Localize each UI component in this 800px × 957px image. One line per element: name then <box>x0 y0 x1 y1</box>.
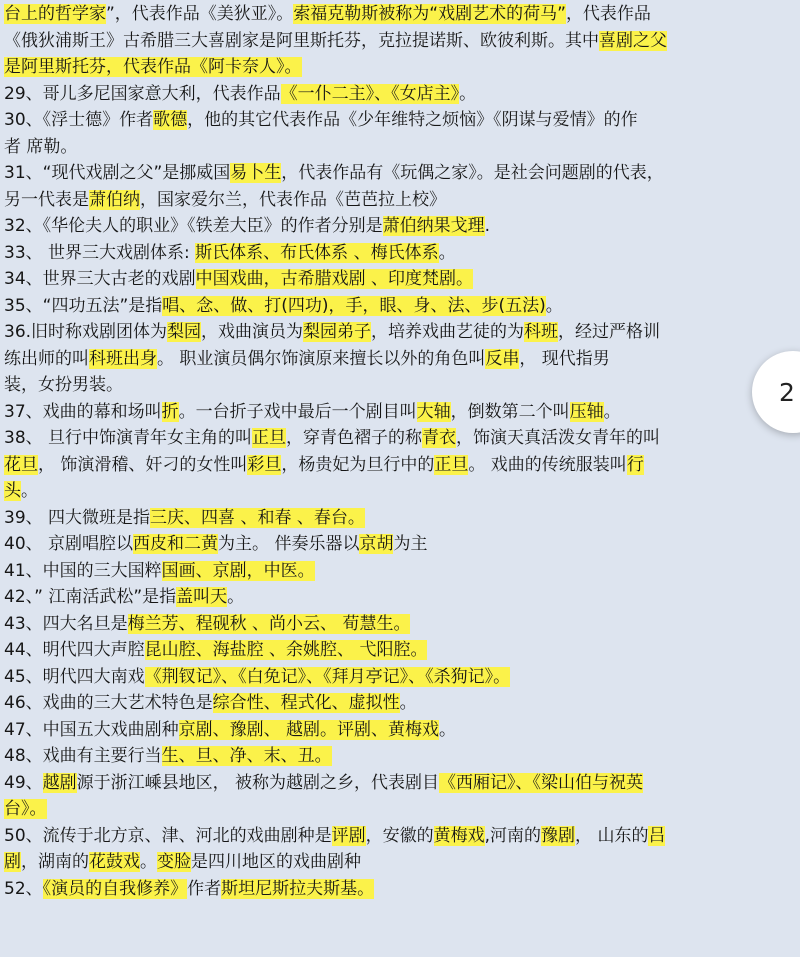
highlighted-text: 昆山腔、海盐腔 、余姚腔、 弋阳腔。 <box>144 640 428 660</box>
text-segment: ，他的其它代表作品《少年维特之烦恼》《阴谋与爱情》的作 <box>187 110 638 130</box>
text-segment: 者 席勒。 <box>4 136 78 157</box>
text-segment: 。 <box>439 719 457 740</box>
highlighted-text: 索福克勒斯被称为“戏剧艺术的荷马” <box>293 4 566 24</box>
text-line <box>4 372 796 399</box>
text-segment: 《俄狄浦斯王》古希腊三大喜剧家是阿里斯托芬，克拉提诺斯、欧彼利斯。其中 <box>4 30 599 51</box>
highlighted-text: 台上的哲学家 <box>4 4 106 24</box>
text-segment: 44、明代四大声腔 <box>4 640 145 660</box>
highlighted-text: 吕 <box>648 825 666 846</box>
text-segment: 。 <box>140 852 157 872</box>
text-segment: ，培养戏曲艺徒的为 <box>371 322 525 342</box>
text-segment: 46、戏曲的三大艺术特色是 <box>4 693 213 713</box>
text-segment: ，倒数第二个叫 <box>450 401 570 422</box>
highlighted-text: 青衣 <box>422 428 457 448</box>
text-segment: ，经过严格训 <box>558 322 661 342</box>
highlighted-text: 黄梅戏 <box>433 825 485 846</box>
text-segment: 装，女扮男装。 <box>4 375 123 395</box>
text-segment: 29、哥儿多尼国家意大利，代表作品 <box>4 83 281 104</box>
text-segment: ,河南的 <box>484 825 542 846</box>
highlighted-text: 科班出身 <box>89 348 157 369</box>
text-segment: ，饰演天真活泼女青年的叫 <box>456 428 661 448</box>
text-segment: 39、 四大微班是指 <box>4 507 151 528</box>
text-segment: 43、四大名旦是 <box>4 613 128 634</box>
highlighted-text: 行 <box>626 454 644 475</box>
text-line <box>4 505 796 532</box>
text-segment: 49、 <box>4 772 43 793</box>
text-line <box>4 28 796 55</box>
highlighted-text: 梨园 <box>167 322 202 342</box>
text-segment: 41、中国的三大国粹 <box>4 560 162 581</box>
text-line <box>4 770 796 797</box>
highlighted-text: 评剧 <box>331 825 366 846</box>
highlighted-text: 台》。 <box>4 799 47 819</box>
highlighted-text: 头 <box>4 481 21 501</box>
page-number: 2 <box>779 377 795 407</box>
highlighted-text: 变脸 <box>157 852 191 872</box>
text-segment: 33、 世界三大戏剧体系: <box>4 242 196 263</box>
highlighted-text: 折 <box>161 401 179 422</box>
text-line <box>4 876 796 903</box>
text-segment: 40、 京剧唱腔以 <box>4 534 134 554</box>
text-segment: 。 <box>545 295 563 316</box>
highlighted-text: 生、旦、净、末、丑。 <box>161 746 332 766</box>
text-line <box>4 611 796 638</box>
highlighted-text: 《演员的自我修养》 <box>42 878 188 899</box>
highlighted-text: 三庆、四喜 、和春 、春台。 <box>150 507 365 528</box>
highlighted-text: 萧伯纳 <box>89 189 140 210</box>
text-segment: 。 戏曲的传统服装叫 <box>468 454 627 475</box>
text-line <box>4 637 796 664</box>
text-segment: 34、世界三大古老的戏剧 <box>4 269 196 289</box>
text-line <box>4 558 796 585</box>
text-segment: ， 现代指男 <box>519 348 610 369</box>
text-line <box>4 319 796 346</box>
highlighted-text: 京剧、豫剧、 越剧。评剧、黄梅戏 <box>178 719 440 740</box>
highlighted-text: 豫剧 <box>541 825 576 846</box>
highlighted-text: 斯坦尼斯拉夫斯基。 <box>221 878 375 899</box>
highlighted-text: 梨园弟子 <box>303 322 372 342</box>
text-line <box>4 425 796 452</box>
text-line <box>4 664 796 691</box>
text-segment: . <box>484 216 491 236</box>
text-segment: ，安徽的 <box>365 825 434 846</box>
text-segment: ，国家爱尔兰，代表作品《芭芭拉上校》 <box>140 189 446 210</box>
highlighted-text: 唱、念、做、打(四功)，手，眼、身、法、步(五法) <box>162 295 546 316</box>
text-segment: 38、 旦行中饰演青年女主角的叫 <box>4 428 253 448</box>
text-segment: 。 <box>459 83 477 104</box>
text-line <box>4 796 796 823</box>
highlighted-text: 是阿里斯托芬，代表作品《阿卡奈人》。 <box>4 57 302 77</box>
text-line <box>4 823 796 850</box>
highlighted-text: 萧伯纳果戈理 <box>382 216 485 236</box>
text-segment: 为主。 伴奏乐器以 <box>218 534 360 554</box>
highlighted-text: 易卜生 <box>230 163 282 183</box>
text-segment: 47、中国五大戏曲剧种 <box>4 719 179 740</box>
text-line <box>4 478 796 505</box>
text-line <box>4 452 796 479</box>
text-segment: 36.旧时称戏剧团体为 <box>4 322 168 342</box>
highlighted-text: 《一仆二主》、《女店主》 <box>280 83 460 104</box>
highlighted-text: 斯氏体系、布氏体系 、梅氏体系 <box>195 242 439 263</box>
highlighted-text: 越剧 <box>42 772 77 793</box>
highlighted-text: 喜剧之父 <box>599 30 667 51</box>
text-segment: 练出师的叫 <box>4 348 89 369</box>
text-segment: 。 <box>399 693 417 713</box>
text-line <box>4 213 796 240</box>
text-segment: 。 <box>603 401 621 422</box>
text-line <box>4 266 796 293</box>
text-segment: ，戏曲演员为 <box>201 322 304 342</box>
text-segment: 。一台折子戏中最后一个剧目叫 <box>178 401 417 422</box>
text-segment: 35、“四功五法”是指 <box>4 295 163 316</box>
text-segment: 。 <box>21 481 38 501</box>
highlighted-text: 中国戏曲，古希腊戏剧 、印度梵剧。 <box>195 269 474 289</box>
text-segment: ，穿青色褶子的称 <box>286 428 423 448</box>
text-line <box>4 1 796 28</box>
text-segment: 45、明代四大南戏 <box>4 666 145 687</box>
highlighted-text: 综合性、程式化、虚拟性 <box>212 693 400 713</box>
text-line <box>4 134 796 161</box>
text-segment: 为主 <box>393 534 428 554</box>
highlighted-text: 花旦 <box>4 454 38 475</box>
text-segment: ”，代表作品《美狄亚》。 <box>106 4 294 24</box>
text-segment: ， 饰演滑稽、奸刁的女性叫 <box>38 454 248 475</box>
text-segment: 作者 <box>187 878 222 899</box>
text-segment: 另一代表是 <box>4 189 89 210</box>
text-segment: 42、” 江南活武松”是指 <box>4 587 177 607</box>
text-segment: ，杨贵妃为旦行中的 <box>281 454 435 475</box>
highlighted-text: 压轴 <box>569 401 604 422</box>
text-segment: ，代表作品有《玩偶之家》。是社会问题剧的代表， <box>281 163 664 183</box>
text-segment: ， 山东的 <box>575 825 649 846</box>
text-segment: ，湖南的 <box>21 852 89 872</box>
text-segment: 52、 <box>4 878 43 899</box>
text-line <box>4 717 796 744</box>
highlighted-text: 《荆钗记》、《白免记》、《拜月亭记》、《杀狗记》。 <box>144 666 511 687</box>
text-line <box>4 81 796 108</box>
text-segment: 是四川地区的戏曲剧种 <box>191 852 361 872</box>
text-line <box>4 187 796 214</box>
text-line <box>4 54 796 81</box>
text-segment: 源于浙江嵊县地区， 被称为越剧之乡，代表剧目 <box>76 772 440 793</box>
text-segment: 。 职业演员偶尔饰演原来擅长以外的角色叫 <box>157 348 486 369</box>
text-line <box>4 690 796 717</box>
text-line <box>4 160 796 187</box>
highlighted-text: 剧 <box>4 852 21 872</box>
text-segment: 。 <box>227 587 245 607</box>
highlighted-text: 《西厢记》、《梁山伯与祝英 <box>439 772 644 793</box>
highlighted-text: 梅兰芳、程砚秋 、尚小云、 荀慧生。 <box>127 613 411 634</box>
highlighted-text: 盖叫天 <box>176 587 228 607</box>
text-line <box>4 293 796 320</box>
text-segment: 50、流传于北方京、津、河北的戏曲剧种是 <box>4 825 332 846</box>
text-segment: 。 <box>438 242 456 263</box>
highlighted-text: 彩旦 <box>247 454 282 475</box>
text-line <box>4 346 796 373</box>
text-line <box>4 531 796 558</box>
text-segment: ，代表作品 <box>565 4 651 24</box>
text-line <box>4 399 796 426</box>
text-segment: 32、《华伦夫人的职业》《铁差大臣》的作者分别是 <box>4 216 383 236</box>
text-segment: 30、《浮士德》作者 <box>4 110 154 130</box>
text-line <box>4 107 796 134</box>
highlighted-text: 西皮和二黄 <box>133 534 219 554</box>
text-line <box>4 743 796 770</box>
highlighted-text: 京胡 <box>359 534 394 554</box>
text-line <box>4 240 796 267</box>
text-segment: 37、戏曲的幕和场叫 <box>4 401 162 422</box>
highlighted-text: 正旦 <box>252 428 287 448</box>
highlighted-text: 国画、京剧，中医。 <box>161 560 315 581</box>
highlighted-text: 歌德 <box>153 110 188 130</box>
text-segment: 48、戏曲有主要行当 <box>4 746 162 766</box>
highlighted-text: 科班 <box>524 322 559 342</box>
text-line <box>4 849 796 876</box>
highlighted-text: 反串 <box>485 348 520 369</box>
highlighted-text: 正旦 <box>434 454 469 475</box>
text-segment: 31、“现代戏剧之父”是挪威国 <box>4 163 231 183</box>
highlighted-text: 大轴 <box>416 401 451 422</box>
highlighted-text: 花鼓戏 <box>89 852 140 872</box>
text-line <box>4 584 796 611</box>
